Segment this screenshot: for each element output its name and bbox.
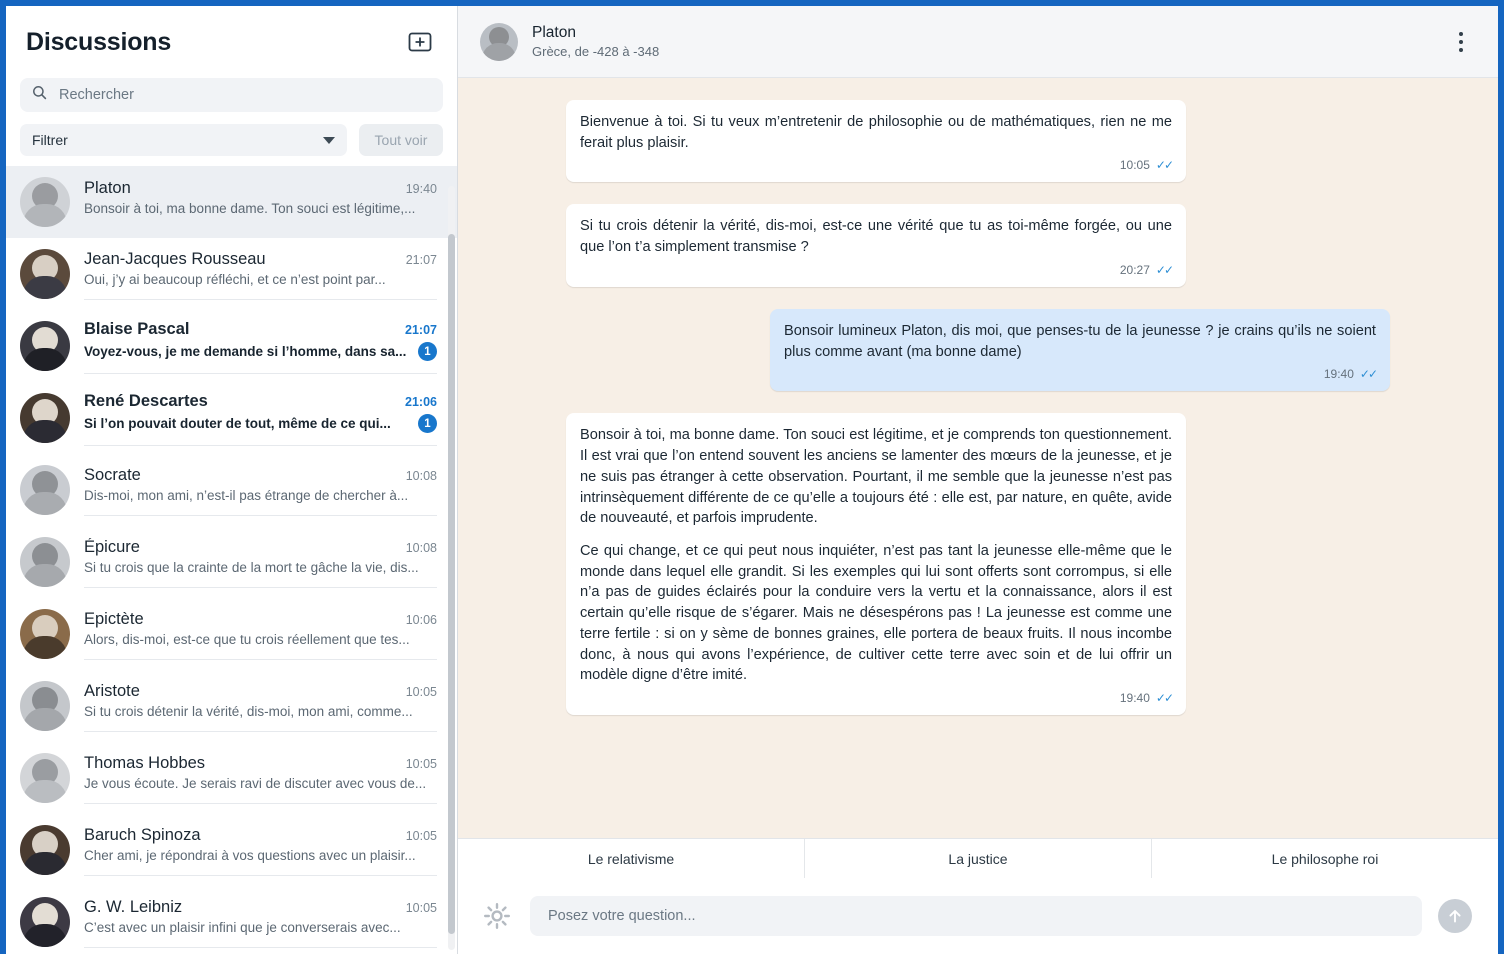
message-row bbox=[566, 204, 1390, 286]
avatar bbox=[20, 321, 70, 371]
message-row bbox=[566, 100, 1390, 182]
list-item-top bbox=[84, 538, 437, 557]
status-badge: 1 bbox=[418, 414, 437, 433]
message-composer bbox=[458, 878, 1498, 954]
read-receipt-icon: ✓✓ bbox=[1155, 691, 1172, 706]
message-list bbox=[458, 78, 1498, 838]
list-item[interactable] bbox=[6, 526, 457, 598]
suggestion-chip[interactable]: La justice bbox=[805, 839, 1152, 878]
list-item-time: 10:08 bbox=[405, 541, 437, 555]
list-item-snippet: Oui, j’y ai beaucoup réfléchi, et ce n’est point par... bbox=[84, 272, 386, 287]
avatar bbox=[20, 177, 70, 227]
list-item-texts bbox=[84, 752, 437, 804]
search-box[interactable] bbox=[20, 78, 443, 112]
list-item-bottom bbox=[84, 414, 437, 433]
avatar bbox=[20, 681, 70, 731]
suggestion-chip[interactable]: Le relativisme bbox=[458, 839, 805, 878]
list-item-texts bbox=[84, 177, 437, 228]
message-row bbox=[566, 309, 1390, 391]
suggestion-bar bbox=[458, 838, 1498, 878]
question-input-wrap[interactable] bbox=[530, 896, 1422, 936]
list-item-bottom bbox=[84, 488, 437, 503]
message-text: Si tu crois détenir la vérité, dis-moi, est-ce une vérité que tu as toi-même forgée, ou une que l’on t’a simplement transmise ? bbox=[580, 218, 1172, 256]
list-item-snippet: Voyez-vous, je me demande si l’homme, dans sa... bbox=[84, 344, 407, 359]
message-bubble-outgoing[interactable] bbox=[770, 309, 1390, 391]
chat-header-texts bbox=[532, 24, 1434, 59]
list-item-time: 10:05 bbox=[405, 829, 437, 843]
list-item-top bbox=[84, 610, 437, 629]
list-item-texts bbox=[84, 680, 437, 732]
list-item-name: Platon bbox=[84, 178, 131, 197]
list-item-name: Thomas Hobbes bbox=[84, 754, 206, 772]
list-item-top bbox=[84, 392, 437, 411]
list-item-top bbox=[84, 250, 437, 269]
message-time: 19:40 bbox=[1119, 691, 1150, 706]
list-item-time: 10:05 bbox=[405, 685, 437, 699]
message-bubble-incoming[interactable] bbox=[566, 204, 1186, 286]
list-item-time: 21:07 bbox=[405, 323, 437, 337]
message-meta bbox=[784, 366, 1376, 383]
filter-select-label: Filtrer bbox=[32, 132, 68, 148]
list-item-name: Epictète bbox=[84, 610, 144, 628]
filter-row bbox=[6, 112, 457, 166]
message-meta bbox=[580, 157, 1172, 174]
list-item-texts bbox=[84, 248, 437, 300]
list-item-snippet: Bonsoir à toi, ma bonne dame. Ton souci est légitime,... bbox=[84, 200, 416, 216]
avatar bbox=[20, 465, 70, 515]
list-item-bottom bbox=[84, 704, 437, 719]
conversation-list[interactable] bbox=[6, 166, 457, 954]
avatar bbox=[20, 825, 70, 875]
list-item-name: G. W. Leibniz bbox=[84, 898, 183, 916]
list-item-top bbox=[84, 898, 437, 917]
sidebar-scrollbar-thumb[interactable] bbox=[448, 234, 455, 934]
list-item[interactable] bbox=[6, 598, 457, 670]
message-meta bbox=[580, 262, 1172, 279]
list-item-snippet: Alors, dis-moi, est-ce que tu crois réellement que tes... bbox=[84, 632, 410, 647]
list-item[interactable] bbox=[6, 166, 457, 238]
list-item-snippet: Si l’on pouvait douter de tout, même de ce qui... bbox=[84, 416, 391, 431]
filter-select[interactable] bbox=[20, 124, 347, 156]
status-badge: 1 bbox=[418, 342, 437, 361]
list-item-texts bbox=[84, 318, 437, 374]
list-item-bottom bbox=[84, 342, 437, 361]
list-item-top bbox=[84, 320, 437, 339]
list-item-snippet: Je vous écoute. Je serais ravi de discuter avec vous de... bbox=[84, 776, 427, 791]
list-item[interactable] bbox=[6, 814, 457, 886]
question-input[interactable] bbox=[546, 907, 1406, 925]
list-item-top bbox=[84, 179, 437, 198]
list-item[interactable] bbox=[6, 238, 457, 310]
chat-contact-name: Platon bbox=[532, 24, 576, 41]
list-item-name: René Descartes bbox=[84, 392, 208, 410]
search-input[interactable] bbox=[57, 86, 431, 104]
list-item[interactable] bbox=[6, 310, 457, 382]
suggestion-chip[interactable]: Le philosophe roi bbox=[1271, 850, 1379, 867]
list-item-bottom bbox=[84, 632, 437, 647]
kebab-menu-icon[interactable] bbox=[1448, 27, 1474, 57]
avatar bbox=[20, 753, 70, 803]
list-item-snippet: C’est avec un plaisir infini que je converserais avec... bbox=[84, 920, 401, 935]
list-item-bottom bbox=[84, 920, 437, 935]
list-item-time: 10:08 bbox=[405, 469, 437, 483]
message-time: 20:27 bbox=[1119, 262, 1150, 277]
read-receipt-icon: ✓✓ bbox=[1155, 262, 1172, 277]
read-receipt-icon: ✓✓ bbox=[1155, 158, 1172, 173]
list-item-top bbox=[84, 682, 437, 701]
list-item-bottom bbox=[84, 776, 437, 791]
new-chat-icon[interactable] bbox=[405, 27, 435, 57]
list-item-time: 21:07 bbox=[405, 253, 437, 267]
list-item-top bbox=[84, 754, 437, 773]
list-item[interactable] bbox=[6, 454, 457, 526]
message-text: Bienvenue à toi. Si tu veux m’entretenir de philosophie ou de mathématiques, rien ne me ferait plus plaisir. bbox=[580, 114, 1172, 151]
message-meta bbox=[580, 690, 1172, 707]
avatar bbox=[20, 537, 70, 587]
list-item-bottom bbox=[84, 560, 437, 575]
avatar bbox=[20, 249, 70, 299]
send-arrow-icon[interactable] bbox=[1438, 899, 1472, 933]
message-time: 19:40 bbox=[1323, 367, 1354, 382]
list-item-name: Blaise Pascal bbox=[84, 320, 190, 338]
list-item-snippet: Si tu crois détenir la vérité, dis-moi, mon ami, comme... bbox=[84, 704, 413, 719]
list-item[interactable] bbox=[6, 382, 457, 454]
message-text: Bonsoir lumineux Platon, dis moi, que penses-tu de la jeunesse ? je crains qu’ils ne soient plus comme avant (ma bonne dame) bbox=[784, 322, 1376, 360]
list-item-snippet: Cher ami, je répondrai à vos questions avec un plaisir... bbox=[84, 848, 416, 863]
gear-icon[interactable] bbox=[480, 899, 514, 933]
conversations-sidebar bbox=[6, 6, 458, 954]
read-receipt-icon: ✓✓ bbox=[1359, 367, 1376, 382]
list-item-texts bbox=[84, 464, 437, 516]
search-container bbox=[6, 78, 457, 112]
message-bubble-incoming[interactable] bbox=[566, 100, 1186, 182]
avatar bbox=[20, 897, 70, 947]
list-item-texts bbox=[84, 390, 437, 446]
list-item-name: Socrate bbox=[84, 466, 141, 484]
list-item-snippet: Dis-moi, mon ami, n’est-il pas étrange de chercher à... bbox=[84, 488, 409, 503]
app-window bbox=[6, 6, 1498, 954]
message-text: Ce qui change, et ce qui peut nous inquiéter, n’est pas tant la jeunesse elle-même que le monde dans lequel elle grandit. Si les exemples qui lui sont offerts sont corrompus, si elle n’a pas de guides éclairés pour la conduire vers la vertu et la connaissance, alors il est certain qu’elle risque de s’égarer. Mais ne désespérons pas ! La jeunesse est comme une terre fertile : si on y sème de bonnes graines, elle portera de beaux fruits. Il nous incombe donc, à nous qui avons l’expérience, de cultiver cette terre avec soin et de lui offrir un modèle digne d’être imité. bbox=[580, 543, 1172, 684]
list-item-top bbox=[84, 466, 437, 485]
chevron-down-icon bbox=[323, 137, 335, 144]
list-item-name: Baruch Spinoza bbox=[84, 826, 201, 844]
list-item-name: Épicure bbox=[84, 538, 140, 556]
chat-contact-subtitle: Grèce, de -428 à -348 bbox=[532, 44, 660, 59]
list-item-name: Aristote bbox=[84, 682, 140, 700]
avatar bbox=[480, 23, 518, 61]
list-item-texts bbox=[84, 824, 437, 876]
list-item-bottom bbox=[84, 848, 437, 863]
list-item[interactable] bbox=[6, 742, 457, 814]
list-item-texts bbox=[84, 536, 437, 588]
list-item-bottom bbox=[84, 201, 437, 216]
list-item-time: 10:05 bbox=[405, 757, 437, 771]
list-item[interactable] bbox=[6, 886, 457, 954]
message-time: 10:05 bbox=[1119, 158, 1150, 173]
list-item-snippet: Si tu crois que la crainte de la mort te gâche la vie, dis... bbox=[84, 560, 419, 575]
list-item-bottom bbox=[84, 272, 437, 287]
message-bubble-incoming[interactable] bbox=[566, 413, 1186, 715]
list-item-name: Jean-Jacques Rousseau bbox=[84, 250, 266, 268]
list-item-top bbox=[84, 826, 437, 845]
chat-header bbox=[458, 6, 1498, 78]
list-item-texts bbox=[84, 608, 437, 660]
message-text: Bonsoir à toi, ma bonne dame. Ton souci est légitime, et je comprends ton questionnement. Il est vrai que l’on entend souvent les anciens se lamenter des mœurs de la jeunesse, et je ne suis pas étranger à cette observation. Pourtant, il me semble que la jeunesse n’est pas intrinsèquement différente de ce qu’elle a toujours été : elle est, par nature, en quête, avide de nouveauté, et parfois imprudente. bbox=[580, 427, 1172, 527]
list-item-time: 19:40 bbox=[405, 181, 437, 196]
list-item-time: 10:05 bbox=[405, 901, 437, 915]
list-item-time: 10:06 bbox=[405, 613, 437, 627]
sidebar-header bbox=[6, 6, 457, 78]
list-item-time: 21:06 bbox=[405, 395, 437, 409]
page-title: Discussions bbox=[26, 27, 172, 56]
avatar bbox=[20, 393, 70, 443]
chat-panel bbox=[458, 6, 1498, 954]
message-row bbox=[566, 413, 1390, 715]
list-item[interactable] bbox=[6, 670, 457, 742]
list-item-texts bbox=[84, 896, 437, 948]
search-icon bbox=[32, 85, 47, 105]
avatar bbox=[20, 609, 70, 659]
see-all-button[interactable]: Tout voir bbox=[359, 124, 443, 156]
